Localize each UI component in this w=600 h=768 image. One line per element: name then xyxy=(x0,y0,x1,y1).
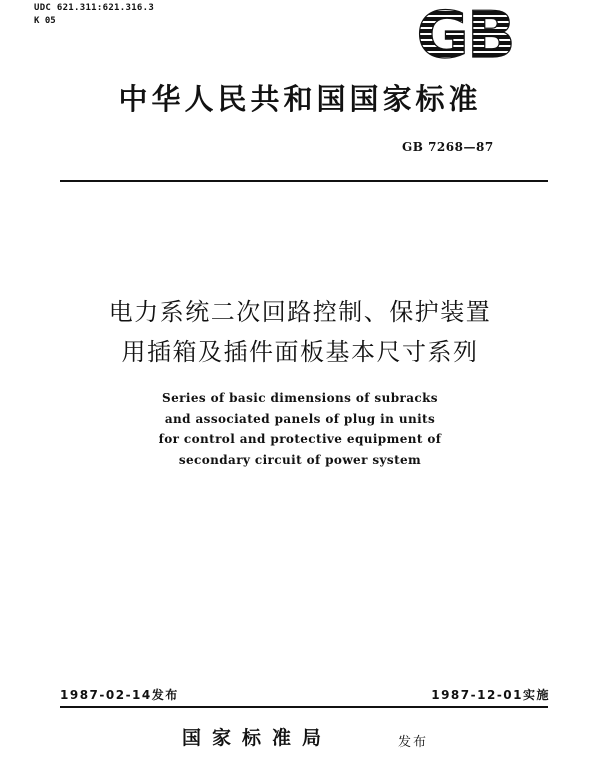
chinese-title-line-2: 用插箱及插件面板基本尺寸系列 xyxy=(121,338,479,366)
udc-code: UDC 621.311:621.316.3 xyxy=(34,3,155,13)
chinese-title-line-1: 电力系统二次回路控制、保护装置 xyxy=(108,298,492,326)
issuing-authority: 国家标准局 xyxy=(182,727,333,749)
standard-organization: 中华人民共和国国家标准 xyxy=(118,82,482,116)
english-title-line-1: Series of basic dimensions of subracks xyxy=(162,391,438,405)
english-title-line-2: and associated panels of plug in units xyxy=(164,412,436,426)
bottom-divider xyxy=(60,706,548,708)
english-title-line-4: secondary circuit of power system xyxy=(178,453,422,467)
gb-logo-text: GB xyxy=(416,5,514,61)
issue-date: 1987-02-14发布 xyxy=(60,688,179,702)
classification-code: K 05 xyxy=(34,16,56,26)
gb-logo xyxy=(404,5,526,61)
issuing-suffix: 发布 xyxy=(398,735,429,750)
top-divider xyxy=(60,180,548,182)
english-title-line-3: for control and protective equipment of xyxy=(158,432,442,446)
implementation-date: 1987-12-01实施 xyxy=(431,688,550,702)
standard-number: GB 7268—87 xyxy=(402,140,494,154)
